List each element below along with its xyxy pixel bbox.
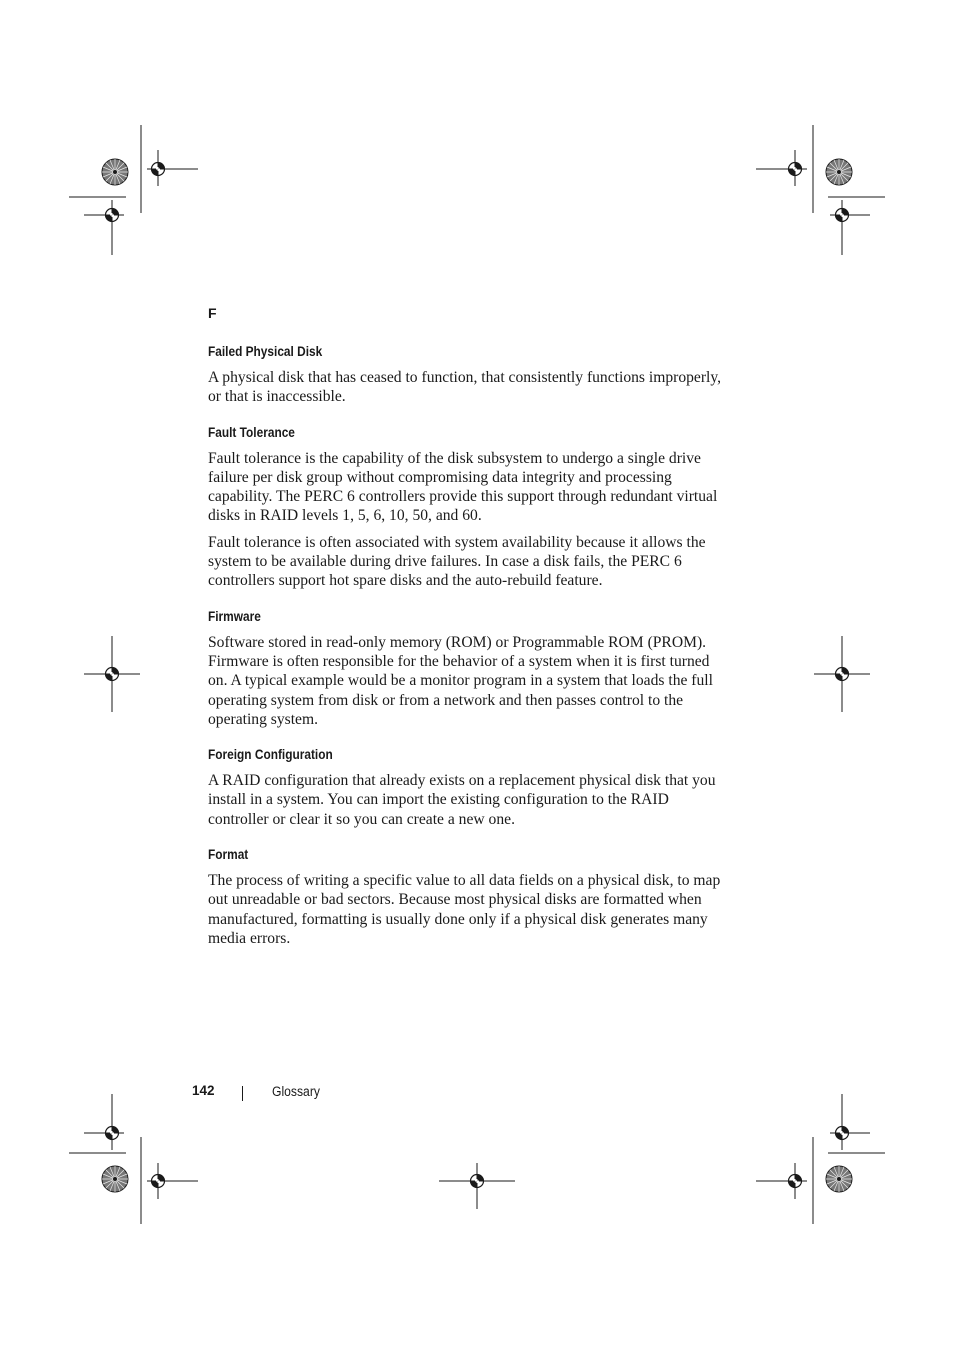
glossary-definition: The process of writing a specific value to all data fields on a physical disk, to map out unreadable or bad sectors. Because most physical disks are formatted when manufactured, formatting is usually done only if a physical disk generates many media errors.: [208, 872, 721, 947]
registration-mark-top-right: [789, 163, 802, 176]
starburst-mark-top-right: [826, 159, 852, 185]
glossary-entry: [208, 424, 723, 591]
glossary-term: Failed Physical Disk: [208, 344, 323, 359]
glossary-entry: [208, 343, 723, 407]
registration-mark-left-upper: [106, 209, 119, 222]
glossary-term: Foreign Configuration: [208, 747, 333, 763]
registration-mark-left-lower: [106, 1127, 119, 1140]
registration-mark-middle-left: [106, 668, 119, 681]
starburst-mark-bottom-right: [826, 1166, 852, 1192]
glossary-definition: A physical disk that has ceased to function, that consistently functions improperly, or that is inaccessible.: [208, 369, 722, 406]
registration-mark-bottom-center: [471, 1175, 484, 1188]
section-letter: F: [208, 305, 217, 321]
glossary-definition: A RAID configuration that already exists on a replacement physical disk that you install in a system. You can import the existing configuration to the RAID controller or clear it so you can create a new one.: [208, 772, 716, 828]
glossary-entry: [208, 608, 723, 729]
glossary-term: Format: [208, 847, 249, 863]
starburst-mark-top-left: [102, 159, 128, 185]
glossary-content: [208, 304, 723, 965]
footer-section-name: Glossary: [272, 1084, 320, 1099]
registration-mark-right-lower: [836, 1127, 849, 1140]
registration-mark-bottom-left: [152, 1175, 165, 1188]
glossary-entry: [208, 846, 723, 948]
registration-mark-middle-right: [836, 668, 849, 681]
page-number: 142: [192, 1083, 215, 1098]
glossary-definition: Fault tolerance is often associated with system availability because it allows the system to be available during drive failures. In case a disk fails, the PERC 6 controllers support hot spare disks and the auto-rebuild feature.: [208, 533, 706, 590]
glossary-definition: Software stored in read-only memory (ROM) or Programmable ROM (PROM). Firmware is often responsible for the behavior of a system when it is first turned on. A typical example would be a monitor program in a system that loads the full operating system from disk or from a network and then passes control to the operating system.: [208, 633, 713, 728]
glossary-entry: [208, 746, 723, 829]
registration-mark-right-upper: [836, 209, 849, 222]
starburst-mark-bottom-left: [102, 1166, 128, 1192]
footer-separator: [242, 1086, 243, 1101]
registration-mark-bottom-right: [789, 1175, 802, 1188]
registration-mark-top-left: [152, 163, 165, 176]
glossary-definition: Fault tolerance is the capability of the disk subsystem to undergo a single drive failure per disk group without compromising data integrity and processing capability. The PERC 6 controllers provide this support through redundant virtual disks in RAID levels 1, 5, 6, 10, 50, and 60.: [208, 449, 718, 525]
glossary-term: Fault Tolerance: [208, 424, 295, 440]
glossary-term: Firmware: [208, 608, 261, 624]
